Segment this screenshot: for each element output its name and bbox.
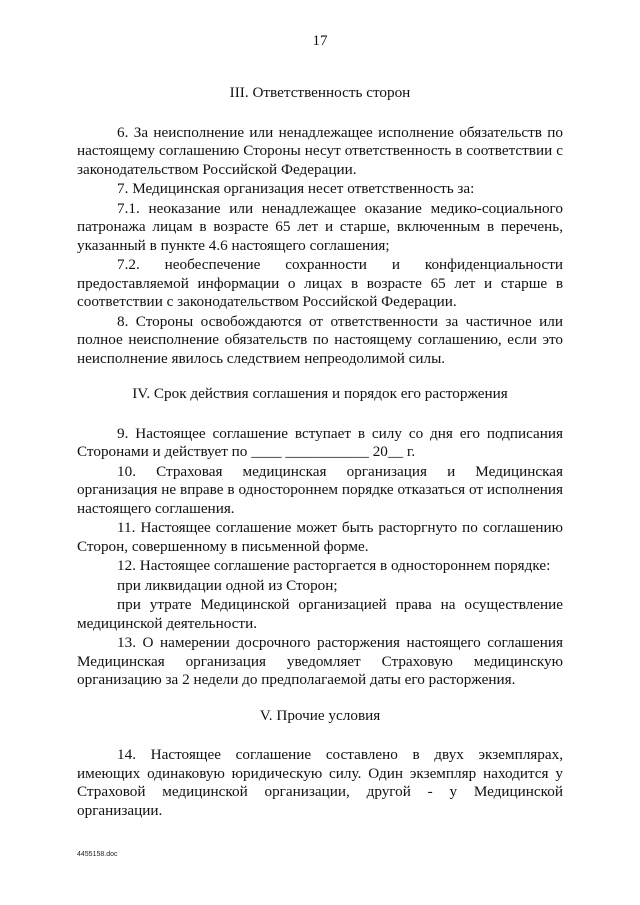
paragraph-6: 6. За неисполнение или ненадлежащее исполнение обязательств по настоящему соглашению Стороны несут ответственность в соответствии с законодательством Российской Федерации.	[77, 123, 563, 178]
section-heading-responsibility: III. Ответственность сторон	[229, 84, 411, 101]
paragraph-12-item-1: при ликвидации одной из Сторон;	[117, 576, 338, 594]
document-body	[77, 84, 563, 821]
footer-filename: 4455158.doc	[77, 851, 118, 858]
paragraph-7-2: 7.2. необеспечение сохранности и конфиденциальности предоставляемой информации о лицах в возрасте 65 лет и старше в соответствии с законодательством Российской Федерации.	[77, 256, 563, 310]
paragraph-12-item-2: при утрате Медицинской организацией права на осуществление медицинской деятельности.	[77, 596, 563, 632]
paragraph-14: 14. Настоящее соглашение составлено в двух экземплярах, имеющих одинаковую юридическую силу. Один экземпляр находится у Страховой медицинской организации, другой - у Медицинской организации.	[77, 746, 563, 819]
section-heading-other: V. Прочие условия	[259, 706, 381, 724]
paragraph-7: 7. Медицинская организация несет ответственность за:	[117, 180, 475, 197]
page-number: 17	[312, 33, 328, 49]
paragraph-8: 8. Стороны освобождаются от ответственности за частичное или полное неисполнение обязательств по настоящему соглашению, если это неисполнение явилось следствием непреодолимой силы.	[77, 312, 563, 367]
paragraph-12: 12. Настоящее соглашение расторгается в одностороннем порядке:	[117, 557, 551, 574]
paragraph-13: 13. О намерении досрочного расторжения настоящего соглашения Медицинская организация уведомляет Страховую медицинскую организацию за 2 недели до предполагаемой даты его расторжения.	[77, 634, 563, 688]
section-heading-term: IV. Срок действия соглашения и порядок его расторжения	[132, 385, 508, 402]
paragraph-7-1: 7.1. неоказание или ненадлежащее оказание медико-социального патронажа лицам в возрасте 65 лет и старше, включенным в перечень, указанный в пункте 4.6 настоящего соглашения;	[77, 199, 563, 254]
paragraph-10: 10. Страховая медицинская организация и Медицинская организация не вправе в одностороннем порядке отказаться от исполнения настоящего соглашения.	[77, 462, 563, 517]
paragraph-11: 11. Настоящее соглашение может быть расторгнуто по соглашению Сторон, совершенному в письменной форме.	[77, 519, 563, 555]
paragraph-9: 9. Настоящее соглашение вступает в силу со дня его подписания Сторонами и действует по ____ ___________ 20__ г.	[77, 424, 563, 460]
